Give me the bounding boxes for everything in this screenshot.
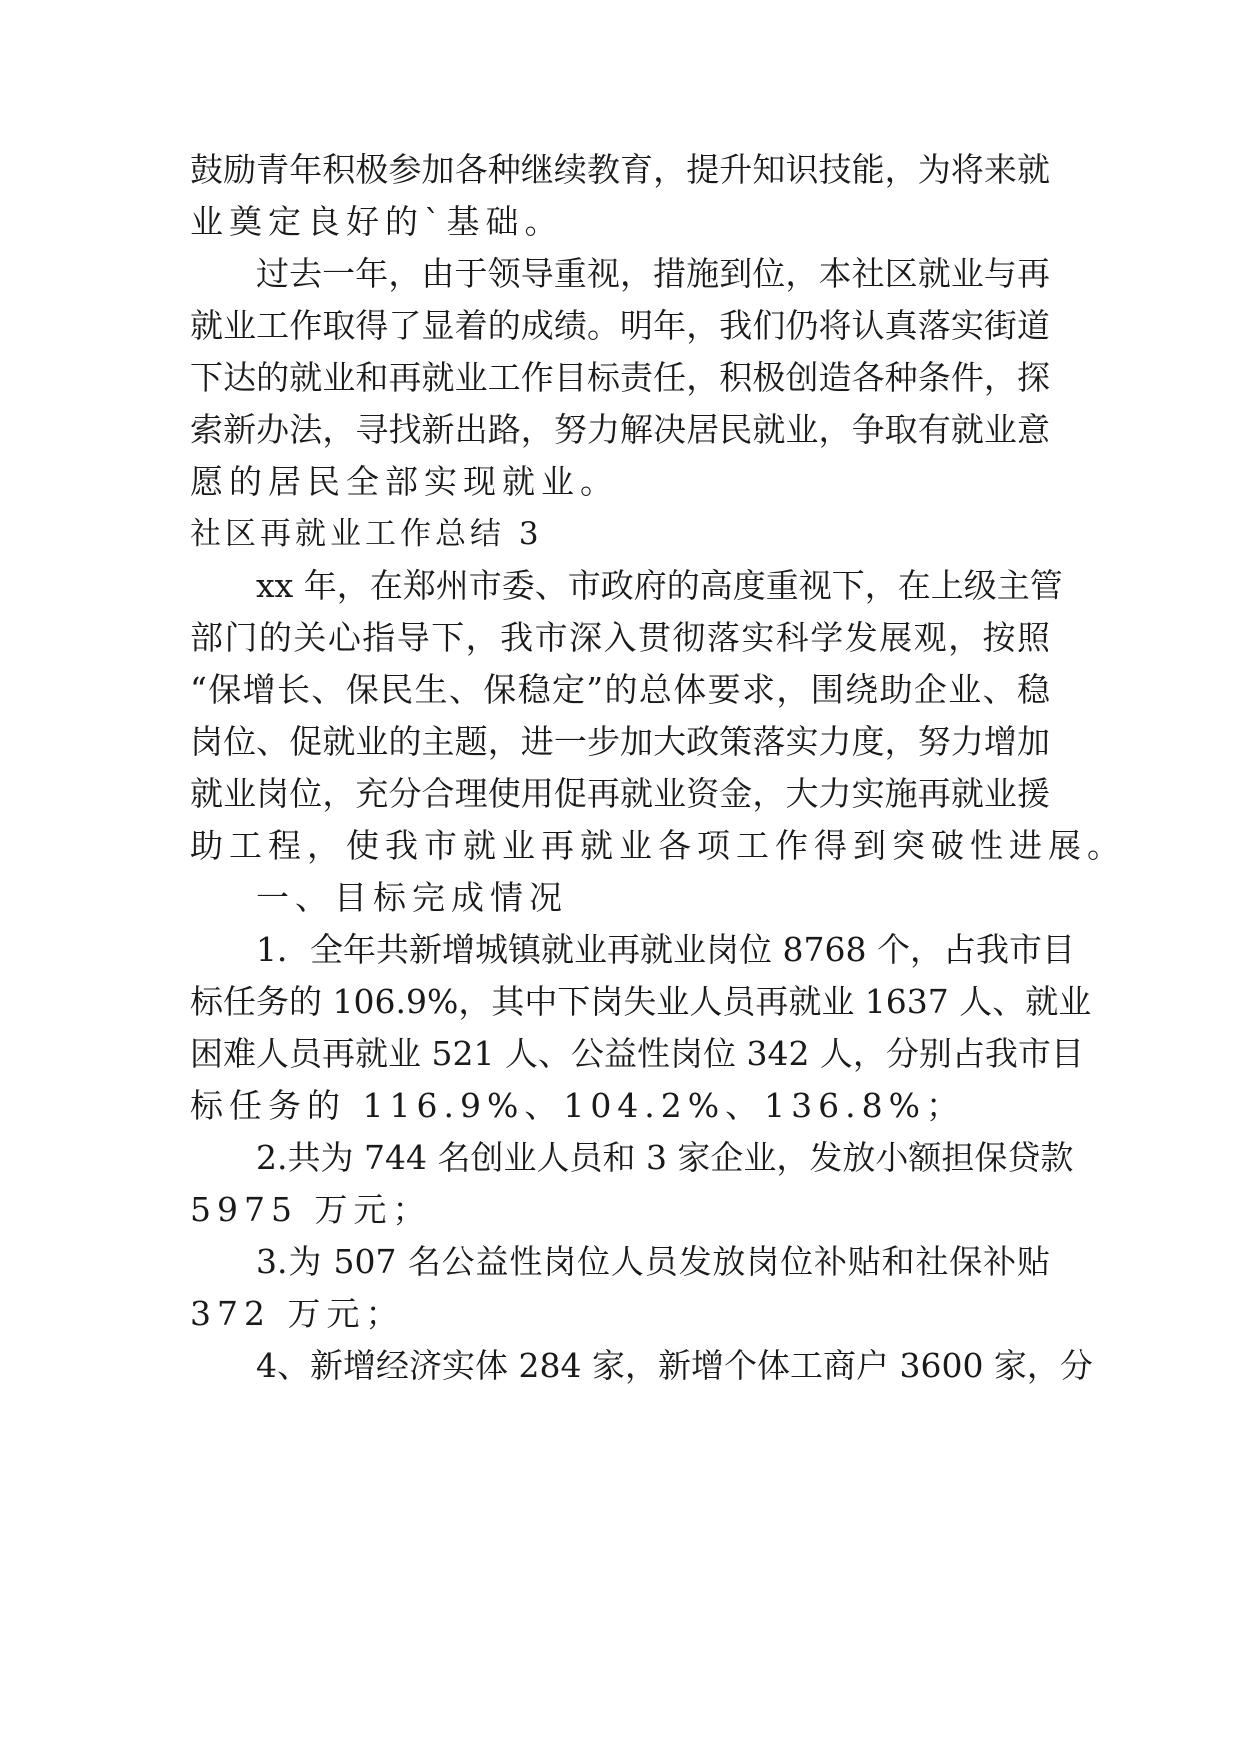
body-text-line: 过去一年，由于领导重视，措施到位，本社区就业与再	[256, 254, 1050, 293]
body-text-line: 3.为 507 名公益性岗位人员发放岗位补贴和社保补贴	[256, 1242, 1050, 1281]
body-text-line: 标任务的 106.9%，其中下岗失业人员再就业 1637 人、就业	[190, 982, 1092, 1021]
body-text-line: 岗位、促就业的主题，进一步加大政策落实力度，努力增加	[190, 722, 1050, 761]
body-text-line: 1．全年共新增城镇就业再就业岗位 8768 个，占我市目	[256, 930, 1075, 969]
body-text-line: 困难人员再就业 521 人、公益性岗位 342 人，分别占我市目	[190, 1034, 1084, 1073]
body-text-line: 部门的关心指导下，我市深入贯彻落实科学发展观，按照	[190, 618, 1050, 657]
body-text-line: 愿的居民全部实现就业。	[190, 462, 619, 501]
body-text-line: 4、新增经济实体 284 家，新增个体工商户 3600 家，分	[256, 1346, 1093, 1385]
body-text-line: 2.共为 744 名创业人员和 3 家企业，发放小额担保贷款	[256, 1138, 1074, 1177]
body-text-line: 助工程，使我市就业再就业各项工作得到突破性进展。	[190, 826, 1126, 865]
body-text-line: 372 万元；	[190, 1294, 405, 1333]
body-text-line: xx 年，在郑州市委、市政府的高度重视下，在上级主管	[256, 566, 1063, 605]
body-text-line: 就业岗位，充分合理使用促再就业资金，大力实施再就业援	[190, 774, 1050, 813]
body-text-line: 就业工作取得了显着的成绩。明年，我们仍将认真落实街道	[190, 306, 1050, 345]
body-text-line: 5975 万元；	[190, 1190, 432, 1229]
body-text-line: 索新办法，寻找新出路，努力解决居民就业，争取有就业意	[190, 410, 1050, 449]
body-text-line: 业奠定良好的`基础。	[190, 202, 564, 241]
body-text-line: 鼓励青年积极参加各种继续教育，提升知识技能，为将来就	[190, 150, 1050, 189]
body-text-line: 标任务的 116.9%、104.2%、136.8%；	[190, 1086, 965, 1125]
section-heading: 社区再就业工作总结 3	[190, 516, 543, 552]
subsection-heading: 一、目标完成情况	[256, 878, 568, 917]
body-text-line: 下达的就业和再就业工作目标责任，积极创造各种条件，探	[190, 358, 1050, 397]
body-text-line: “保增长、保民生、保稳定”的总体要求，围绕助企业、稳	[190, 670, 1050, 709]
